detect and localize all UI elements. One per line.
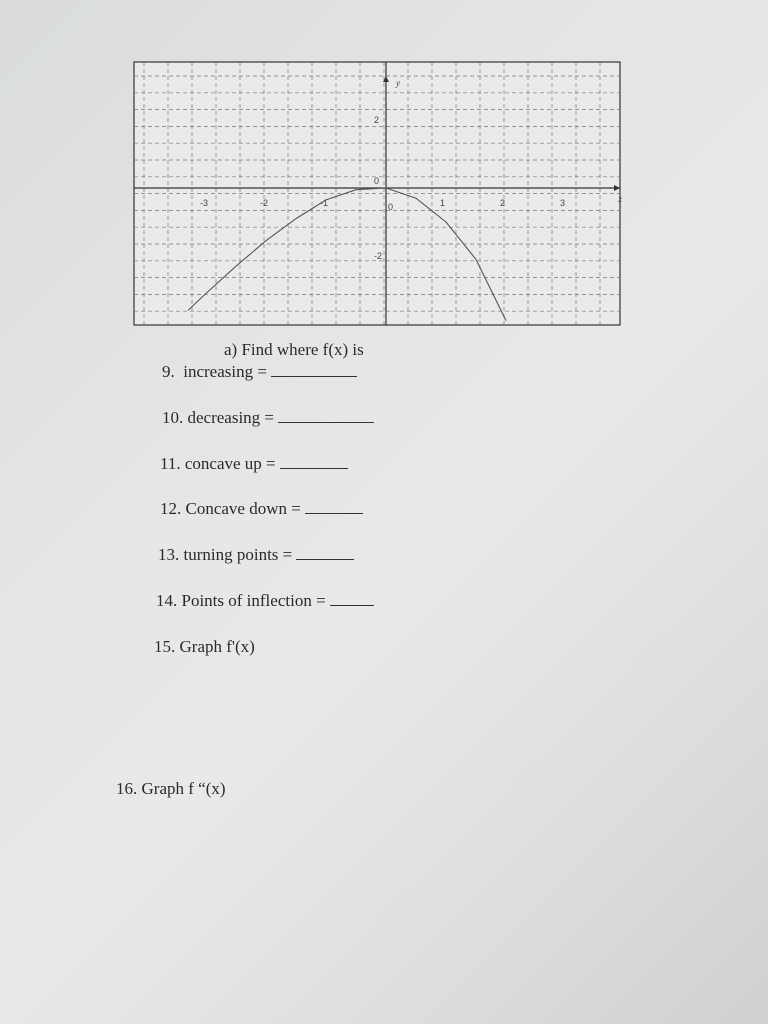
question-11: 11. concave up = xyxy=(160,454,348,474)
answer-blank xyxy=(330,591,374,606)
answer-blank xyxy=(280,454,348,469)
x-tick-label: -2 xyxy=(260,198,269,208)
y-tick-label: 2 xyxy=(374,115,380,125)
answer-blank xyxy=(271,362,357,377)
question-9: 9. increasing = xyxy=(162,362,357,382)
origin-tick-label: 0 xyxy=(388,202,394,212)
question-14: 14. Points of inflection = xyxy=(156,591,374,611)
question-16: 16. Graph f “(x) xyxy=(116,779,226,798)
answer-blank xyxy=(296,545,354,560)
question-13: 13. turning points = xyxy=(158,545,354,565)
x-tick-label: -1 xyxy=(320,198,329,208)
function-graph xyxy=(0,0,768,340)
x-tick-label: 1 xyxy=(440,198,446,208)
question-10: 10. decreasing = xyxy=(162,408,374,428)
answer-blank xyxy=(305,499,363,514)
y-tick-label: -2 xyxy=(374,251,383,261)
x-tick-label: -3 xyxy=(200,198,209,208)
x-tick-label: 2 xyxy=(500,198,506,208)
answer-blank xyxy=(278,408,374,423)
y-tick-label: 0 xyxy=(374,176,380,186)
y-axis-label: y xyxy=(396,78,400,88)
x-tick-label: 3 xyxy=(560,198,566,208)
prompt-text: a) Find where f(x) is xyxy=(224,340,364,359)
question-12: 12. Concave down = xyxy=(160,499,363,519)
x-axis-label: x xyxy=(618,194,622,204)
question-15: 15. Graph f'(x) xyxy=(154,637,255,656)
